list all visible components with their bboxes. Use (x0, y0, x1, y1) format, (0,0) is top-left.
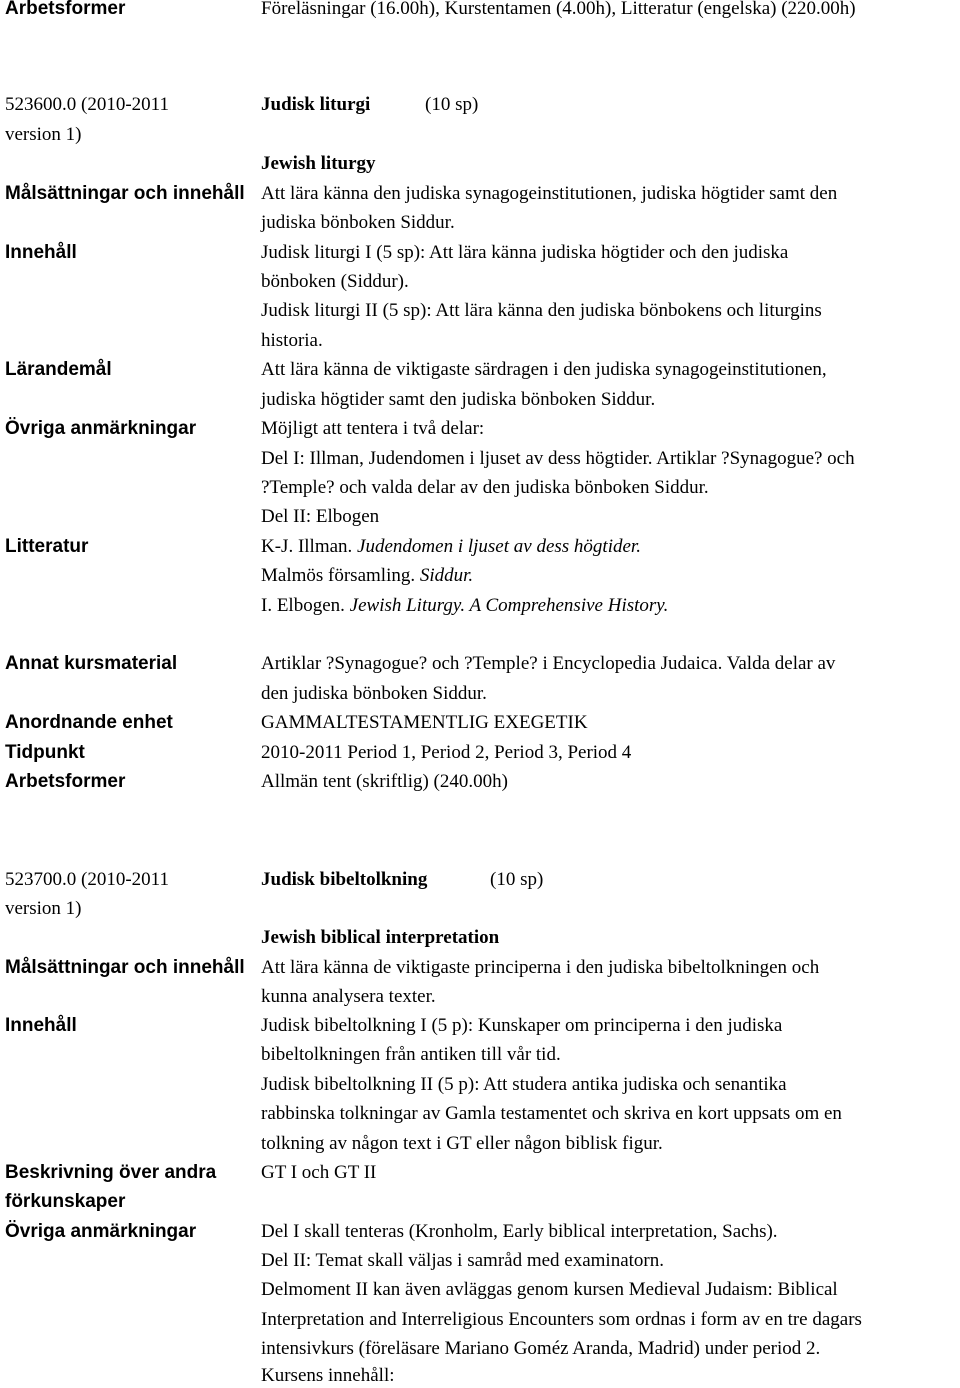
annat-label: Annat kursmaterial (5, 653, 178, 674)
course-title-en: Jewish biblical interpretation (261, 927, 500, 948)
ovriga-text: Möjligt att tentera i två delar: (261, 418, 485, 439)
ovriga-text: Interpretation and Interreligious Encounters som ordnas i form av en tre dagars (261, 1309, 862, 1330)
literature-author: Malmös församling. (261, 565, 420, 586)
ovriga-text: intensivkurs (föreläsare Mariano Goméz Aranda, Madrid) under period 2. (261, 1338, 821, 1359)
malsattningar-text: kunna analysera texter. (261, 986, 436, 1007)
litteratur-label: Litteratur (5, 536, 89, 557)
innehall-label: Innehåll (5, 1015, 77, 1036)
ovriga-label: Övriga anmärkningar (5, 1221, 197, 1242)
course-title: Judisk bibeltolkning (261, 869, 428, 890)
annat-text: den judiska bönboken Siddur. (261, 683, 487, 704)
arbetsformer-label: Arbetsformer (5, 771, 126, 792)
course-version: version 1) (5, 898, 82, 919)
course-version: version 1) (5, 124, 82, 145)
ovriga-text: Del II: Elbogen (261, 506, 380, 527)
literature-author: K-J. Illman. (261, 536, 358, 557)
course-title: Judisk liturgi (261, 94, 371, 115)
anordnande-value: GAMMALTESTAMENTLIG EXEGETIK (261, 712, 588, 733)
innehall-text: historia. (261, 330, 323, 351)
tidpunkt-value: 2010-2011 Period 1, Period 2, Period 3, Period 4 (261, 742, 632, 763)
arbetsformer-label: Arbetsformer (5, 0, 126, 19)
beskrivning-label: Beskrivning över andra (5, 1162, 217, 1183)
ovriga-label: Övriga anmärkningar (5, 418, 197, 439)
course-title-en: Jewish liturgy (261, 153, 376, 174)
tidpunkt-label: Tidpunkt (5, 742, 85, 763)
annat-text: Artiklar ?Synagogue? och ?Temple? i Encyclopedia Judaica. Valda delar av (261, 653, 836, 674)
ovriga-text: Delmoment II kan även avläggas genom kursen Medieval Judaism: Biblical (261, 1279, 838, 1300)
innehall-text: Judisk bibeltolkning I (5 p): Kunskaper om principerna i den judiska (261, 1015, 783, 1036)
ovriga-text: ?Temple? och valda delar av den judiska bönboken Siddur. (261, 477, 709, 498)
innehall-text: tolkning av någon text i GT eller någon biblisk figur. (261, 1133, 663, 1154)
malsattningar-text: Att lära känna de viktigaste principerna i den judiska bibeltolkningen och (261, 957, 820, 978)
larandemal-text: Att lära känna de viktigaste särdragen i den judiska synagogeinstitutionen, (261, 359, 827, 380)
innehall-label: Innehåll (5, 242, 77, 263)
ovriga-text: Del I: Illman, Judendomen i ljuset av dess högtider. Artiklar ?Synagogue? och (261, 448, 855, 469)
beskrivning-value: GT I och GT II (261, 1162, 377, 1183)
malsattningar-text: judiska bönboken Siddur. (261, 212, 455, 233)
innehall-text: bibeltolkningen från antiken till vår tid. (261, 1044, 561, 1065)
ovriga-text: Del II: Temat skall väljas i samråd med examinatorn. (261, 1250, 664, 1271)
larandemal-label: Lärandemål (5, 359, 112, 380)
literature-title: Jewish Liturgy. A Comprehensive History. (349, 595, 669, 616)
course-code: 523700.0 (2010-2011 (5, 869, 169, 890)
arbetsformer-value: Föreläsningar (16.00h), Kurstentamen (4.00h), Litteratur (engelska) (220.00h) (261, 0, 856, 19)
beskrivning-label: förkunskaper (5, 1191, 126, 1212)
innehall-text: bönboken (Siddur). (261, 271, 409, 292)
innehall-text: Judisk bibeltolkning II (5 p): Att studera antika judiska och senantika (261, 1074, 787, 1095)
ovriga-text: Del I skall tenteras (Kronholm, Early biblical interpretation, Sachs). (261, 1221, 778, 1242)
literature-item (261, 535, 641, 559)
larandemal-text: judiska högtider samt den judiska bönboken Siddur. (261, 389, 656, 410)
innehall-text: Judisk liturgi I (5 sp): Att lära känna judiska högtider och den judiska (261, 242, 789, 263)
course-credits: (10 sp) (490, 869, 544, 890)
literature-title: Siddur. (419, 565, 474, 586)
malsattningar-label: Målsättningar och innehåll (5, 183, 245, 204)
literature-author: I. Elbogen. (261, 595, 350, 616)
course-code: 523600.0 (2010-2011 (5, 94, 169, 115)
literature-item (261, 564, 473, 588)
literature-title: Judendomen i ljuset av dess högtider. (357, 536, 641, 557)
innehall-text: Judisk liturgi II (5 sp): Att lära känna den judiska bönbokens och liturgins (261, 300, 822, 321)
malsattningar-label: Målsättningar och innehåll (5, 957, 245, 978)
arbetsformer-value: Allmän tent (skriftlig) (240.00h) (261, 771, 508, 792)
course-credits: (10 sp) (425, 94, 479, 115)
malsattningar-text: Att lära känna den judiska synagogeinstitutionen, judiska högtider samt den (261, 183, 838, 204)
ovriga-text: Kursens innehåll: (261, 1365, 395, 1386)
literature-item (261, 594, 668, 618)
innehall-text: rabbinska tolkningar av Gamla testamentet och skriva en kort uppsats om en (261, 1103, 842, 1124)
anordnande-label: Anordnande enhet (5, 712, 173, 733)
